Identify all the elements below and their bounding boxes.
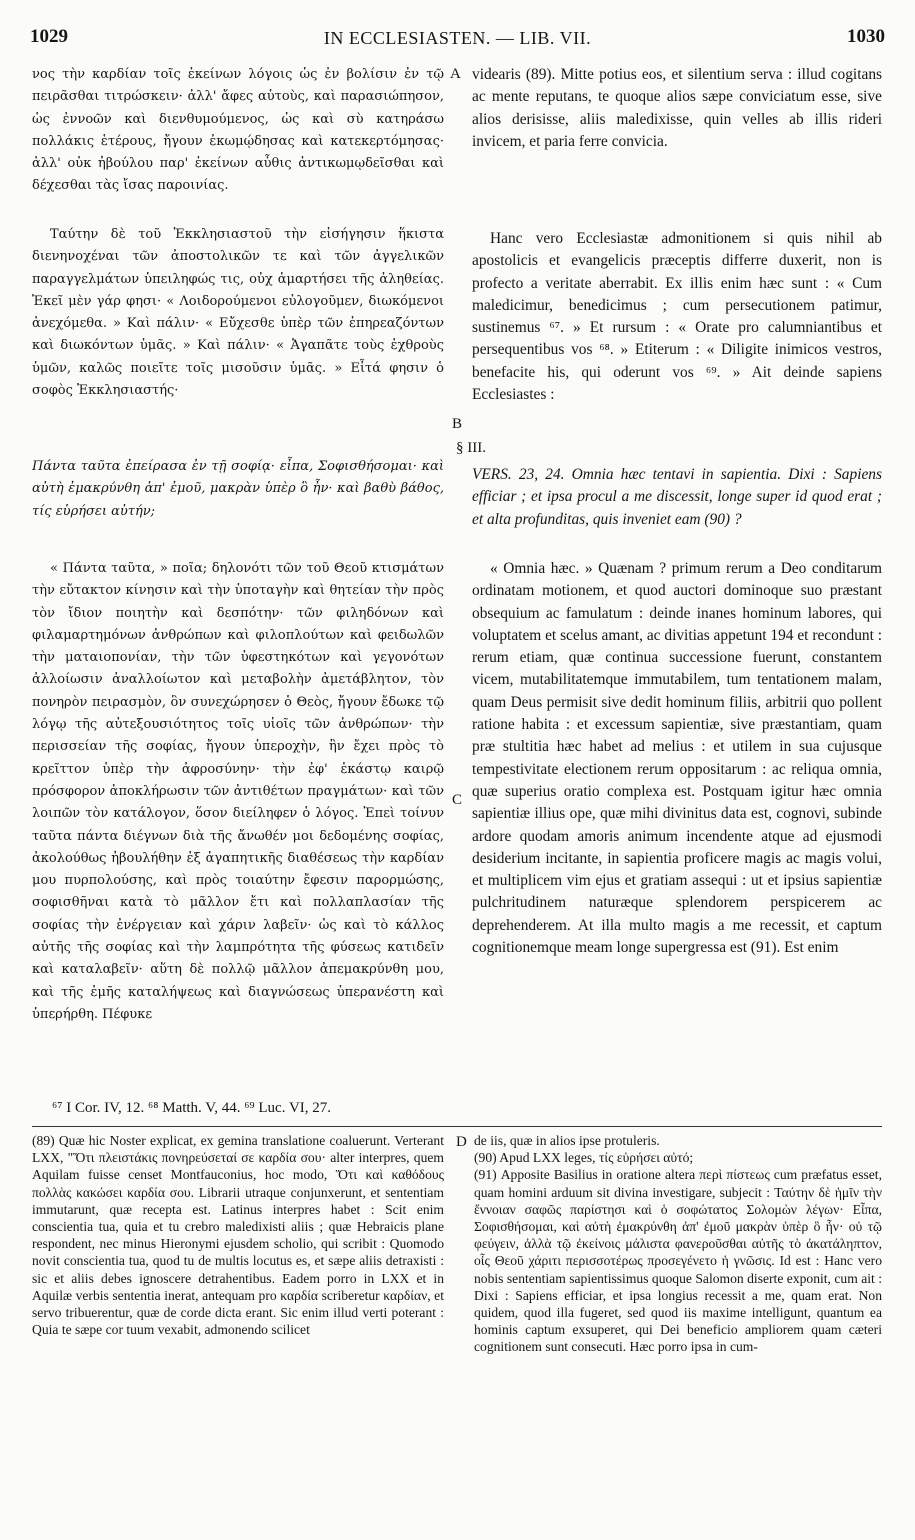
latin-paragraph-2: Hanc vero Ecclesiastæ admonitionem si quis nihil ab apostolicis et evangelicis præceptis differre duxerit, non is profecto a veritate aberrabit. Ex illis enim hæc sunt : « Cum maledicimur, benedicimus ; cum persecutionem patimur, sustinemus ⁶⁷. » Et rursum : « Orate pro calumniantibus et persequentibus vos ⁶⁸. » Etiterum : « Diligite inimicos vestros, benefacite his, qui oderunt vos ⁶⁹. » Ait deinde sapiens Ecclesiastes :: [472, 230, 882, 404]
latin-verse-lemma: VERS. 23, 24. Omnia hæc tentavi in sapientia. Dixi : Sapiens efficiar ; et ipsa procul a me discessit, longe super id quod erat ; et alta profunditas, quis inveniet eam (90) ?: [472, 466, 882, 528]
running-header: [30, 26, 885, 54]
left-page-number: 1029: [30, 26, 68, 47]
greek-verse-lemma: Πάντα ταῦτα ἐπείρασα ἐν τῇ σοφίᾳ· εἶπα, Σοφισθήσομαι· καὶ αὐτὴ ἐμακρύνθη ἀπ' ἐμοῦ, μακρὰν ὑπὲρ ὃ ἦν· καὶ βαθὺ βάθος, τίς εὑρήσει αὐτήν;: [32, 459, 444, 519]
latin-paragraph-1: videaris (89). Mitte potius eos, et silentium serva : illud cogitans ac mente reputans, te quoque alios sæpe conviciatum esse, sive alios derisisse, aliis maledixisse, quin velles ab illis rideri invicem, et paria ferre convicia.: [472, 66, 882, 150]
margin-marker-a: A: [450, 66, 461, 82]
notes-divider: [32, 1126, 882, 1127]
footnote-89: (89) Quæ hic Noster explicat, ex gemina translatione coaluerunt. Verterant LXX, "Ὅτι πλειστάκις πονηρεύσεταί σε καρδία σου· alter interpres, quem Aquilam fuisse censet Montfauconius, hoc modo, Ὅτι καὶ καθόδους πολλὰς κακώσει καρδία σου. Librarii utraque conjunxerunt, et sententiam immutarunt, quæ recepta est. Latinus interpres habet : Scit enim conscientia tua, quia et tu crebro maledixisti aliis ; quæ Hebraicis plane respondent, nec minus Hieronymi ejusdem scholio, qui scribit : Quomodo novit conscientia tua, quod tu de multis locutus es, et sæpe aliis detraxisti : sic et aliis debes ignoscere detrahentibus. Eadem porro in LXX et in Aquilæ verbis sententia inerat, antequam pro καρδία scriberetur καρδίαν, et servo tribuerentur, quæ de corde dicta erant. Sic enim illud verti poterant : Quia te sæpe cor tuum vexabit, admonendo scilicet: [32, 1133, 444, 1338]
scripture-references: ⁶⁷ I Cor. IV, 12. ⁶⁸ Matth. V, 44. ⁶⁹ Luc. VI, 27.: [52, 1100, 332, 1116]
greek-commentary: « Πάντα ταῦτα, » ποῖα; δηλονότι τῶν τοῦ Θεοῦ κτισμάτων τὴν εὔτακτον κίνησιν καὶ τὴν ὑποταγὴν καὶ θητείαν τὴν πρὸς τὸν ἴδιον ποιητὴν καὶ δεσπότην· τῶν φιληδόνων καὶ φιλαμαρτημόνων ἀνθρώπων καὶ φιλοπλούτων καὶ φειδωλῶν τὴν ματαιοπονίαν, τὴν τῶν ὑφεστηκότων καὶ γεγονότων ἀλλοίωσιν ἀναλλοίωτον καὶ μεταβολὴν ἀμετάβλητον, τὸν πονηρὸν πειρασμὸν, ὃν συνεχώρησεν ὁ Θεὸς, ἤγουν ἔδωκε τῷ λόγῳ τῆς αὐτεξουσιότητος τοῖς υἱοῖς τῶν ἀνθρώπων· τὴν περισσείαν τῆς σοφίας, ἤγουν ὑπεροχὴν, ἣν ἔχει πρὸς τὸ κρεῖττον ὑπὲρ τὴν ἀφροσύνην· τὴν ἐφ' ἑκάστῳ καιρῷ πρόσφορον ἀποκλήρωσιν τῶν ἀντιθέτων πραγμάτων· καὶ τῶν λοιπῶν τὸν κατάλογον, ὅσον διείληφεν ὁ λόγος. Ἐπεὶ τοίνυν ταῦτα πάντα διέγνων διὰ τῆς ἄνωθέν μοι δεδομένης σοφίας, ἀκολούθως ἠβουλήθην ἐξ ἀγαπητικῆς διαθέσεως τὴν καρδίαν μου πυρπολούσης, καὶ πρὸς τοιαύτην ἔφεσιν παρορμώσης, σοφισθῆναι κατὰ τὸ μᾶλλον ἔτι καὶ πολλαπλασίαν τῆς σοφίας τὴν ἐνέργειαν καὶ χάριν λαβεῖν· ὡς καὶ τὸ κάλλος αὐτῆς τῆς σοφίας καὶ τὴν λαμπρότητα τῆς φύσεως κατιδεῖν καὶ καταλαβεῖν· αὕτη δὲ πολλῷ μᾶλλον ἀπεμακρύνθη μου, καὶ τῆς ἐμῆς καταλήψεως καὶ διαγνώσεως ὑπερανέστη καὶ ὑπερήρθη. Πέφυκε: [32, 561, 444, 1022]
running-title: IN ECCLESIASTEN. — LIB. VII.: [323, 28, 592, 48]
latin-commentary: « Omnia hæc. » Quænam ? primum rerum a Deo conditarum ordinatam motionem, et quod auctori dominoque suo præstant obsequium ac famulatum : deinde inanes hominum labores, qui voluptatem et scelus amant, ac divitias appetunt 194 et recondunt : rerum etiam, quæ continua successione fuerunt, constantem vicem, mutabilitatemque immutabilem, tum tentationem malam, quam Deus permisit sive dedit hominum filiis, arbitrii quo pollent ratione habita : et excessum sapientiæ, sive præstantiam, quam præ stultitia hæc habet ad melius : et utilem in sua cujusque tempestivitate electionem rerum oppositarum : ac reliqua omnia, quæ superius oratio complexa est. Postquam igitur hæc omnia sapientiæ illius ope, quæ mihi divinitus data est, cognovi, subinde ardore quodam amoris animum incendente atque ad ejusmodi desiderium incitante, in sapientia proficere magis ac magis volui, et multiplicem vim ejus et gratiam assequi : ut et ipsius sapientiæ pulchritudinem naturæque splendorem perspicerem ac deprehenderem. At illa multo magis a me recessit, et captum cognitionemque meam longe supergressa est (91). Est enim: [472, 560, 882, 957]
section-heading: § III.: [456, 440, 486, 456]
greek-paragraph-2: Ταύτην δὲ τοῦ Ἐκκλησιαστοῦ τὴν εἰσήγησιν ἥκιστα διενηνοχέναι τῶν ἀποστολικῶν τε καὶ τῶν ἀγγελικῶν παραγγελμάτων ὑπειληφώς τις, οὐχ ἁμαρτήσει τῆς ἀληθείας. Ἐκεῖ μὲν γάρ φησι· « Λοιδορούμενοι εὐλογοῦμεν, διωκόμενοι ἀνεχόμεθα. » Καὶ πάλιν· « Εὔχεσθε ὑπὲρ τῶν ἐπηρεαζόντων καὶ διωκόντων ὑμᾶς. » Καὶ πάλιν· « Ἀγαπᾶτε τοὺς ἐχθροὺς ὑμῶν, καλῶς ποιεῖτε τοῖς μισοῦσιν ὑμᾶς. » Εἶτά φησιν ὁ σοφὸς Ἐκκλησιαστής·: [32, 227, 444, 399]
margin-marker-b: B: [452, 416, 463, 432]
greek-paragraph-1: νος τὴν καρδίαν τοῖς ἐκείνων λόγοις ὡς ἐν βολίσιν ἐν τῷ πειρᾶσθαι τιτρώσκειν· ἀλλ' ἄφες αὐτοὺς, καὶ παρασιώπησον, ὡς ἐννοῶν καὶ διενθυμούμενος, ὡς καὶ σὺ κατηράσω πολλάκις ἑτέρους, ἤγουν ἐκωμῴδησας καὶ κατεκερτόμησας· ἀλλ' οὐκ ἠβούλου παρ' ἐκείνων αὖθις ἀντικωμῳδεῖσθαι καὶ δέχεσθαι τὰς ἴσας παροινίας.: [32, 67, 444, 194]
footnotes-90-91: de iis, quæ in alios ipse protuleris. (90) Apud LXX leges, τίς εὑρήσει αὐτό; (91) Apposite Basilius in oratione altera περὶ πίστεως cum præfatus esset, quam homini arduum sit divina investigare, subjecit : Ταύτην δὲ ἡμῖν τὴν ἔννοιαν σαφῶς παρίστησι καὶ ὁ σοφώτατος Σολομὼν λέγων· Εἶπα, Σοφισθήσομαι, καὶ αὐτὴ ἐμακρύνθη ἀπ' ἐμοῦ μακρὰν ὑπὲρ ὃ ἦν· οὐ τῷ φεύγειν, ἀλλὰ τῷ ἐκείνοις μάλιστα φανεροῦσθαι αὐτῆς τὸ ἀκατάληπτον, οἷς Θεοῦ χάριτι περισσοτέρως προσεγένετο ἡ γνῶσις. Id est : Hanc vero nobis sententiam sapientissimus quoque Salomon diserte exponit, cum ait : Dixi : Sapiens efficiar, et ipsa longius recessit a me, quam erat. Non quidem, quod illa fugeret, sed quod iis maxime intelligunt, quantum ea hominis captum exsuperet, qui Dei beneficio ampliorem quam cæteri cognitionem sunt consecuti. Hæc porro ipsa in cum-: [474, 1133, 882, 1355]
right-page-number: 1030: [847, 26, 885, 47]
margin-marker-c: C: [452, 792, 463, 808]
margin-marker-d: D: [456, 1134, 467, 1150]
